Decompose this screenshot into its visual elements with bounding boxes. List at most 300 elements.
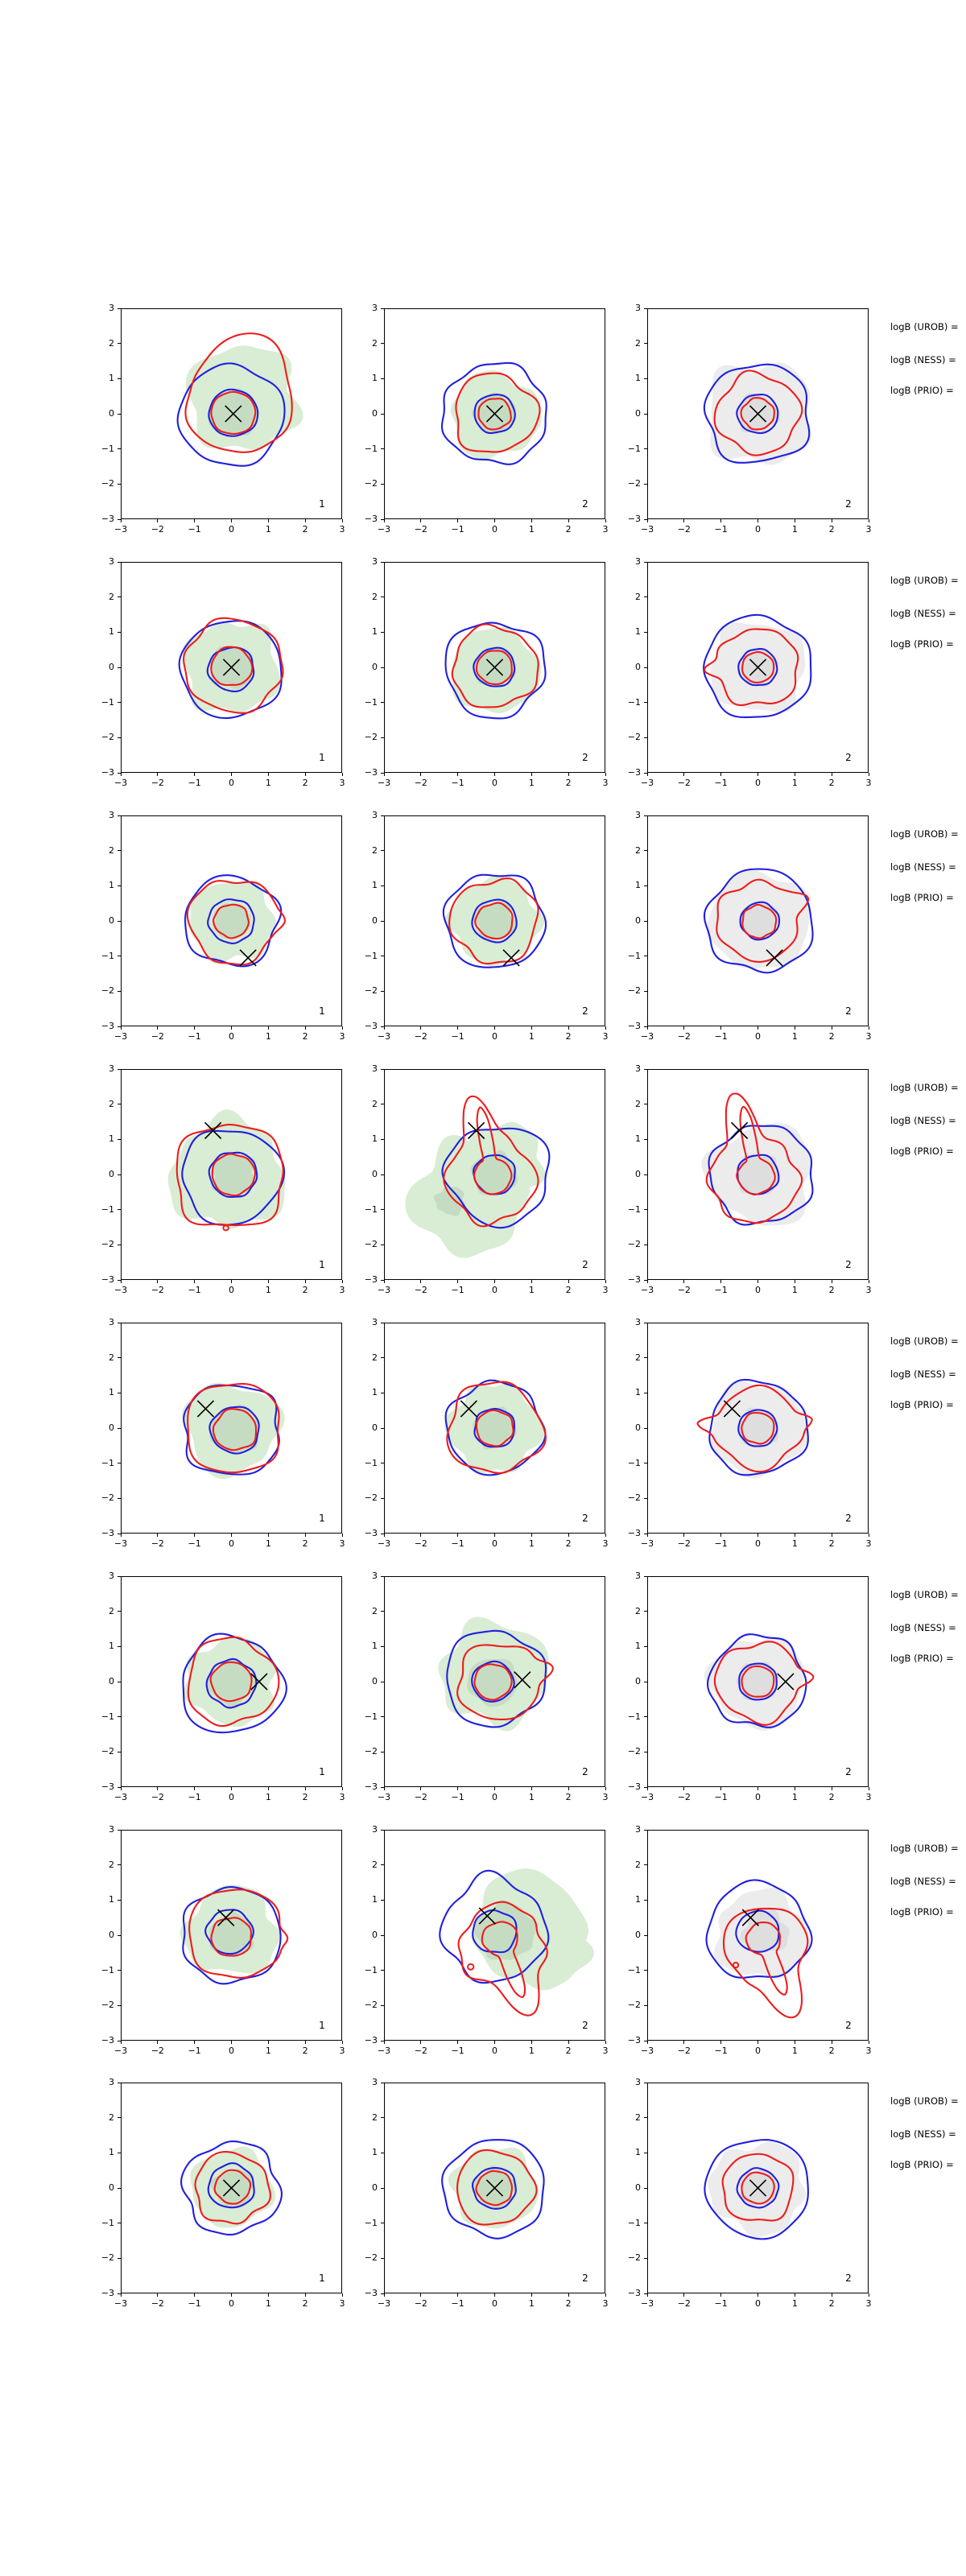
x-tick-label: 1 (528, 1538, 535, 1549)
x-tick-label: −3 (640, 1792, 654, 1802)
x-tick-label: 0 (755, 1031, 761, 1042)
panel-corner-label: 2 (845, 1005, 852, 1017)
x-tick-label: −2 (151, 2046, 164, 2056)
x-tick-label: 3 (865, 1285, 872, 1295)
x-tick-label: 0 (755, 1538, 761, 1549)
x-tick-label: −3 (640, 1031, 654, 1042)
x-tick-label: −2 (151, 1792, 164, 1802)
y-tick-label: −1 (101, 950, 114, 961)
y-tick (118, 1428, 121, 1429)
contour-panel-r1c2 (384, 308, 605, 519)
y-tick-label: −2 (101, 732, 114, 743)
x-tick-label: −3 (640, 524, 654, 535)
contour-panel-r5c2 (384, 1323, 605, 1534)
y-tick-label: 0 (635, 1930, 641, 1940)
y-tick-label: 1 (635, 1133, 641, 1145)
contour-panel-r4c3 (647, 1069, 869, 1280)
y-tick-label: 3 (635, 1571, 641, 1581)
x-tick (384, 2293, 385, 2297)
y-tick-label: 0 (109, 662, 114, 672)
x-tick-label: −2 (414, 2046, 427, 2056)
x-tick-label: 0 (492, 1285, 497, 1295)
side-label-prio: logB (PRIO) = (890, 1906, 954, 1918)
x-tick-label: 2 (828, 2046, 835, 2056)
x-tick (121, 773, 122, 776)
side-label-urob: logB (UROB) = (890, 828, 959, 840)
x-tick (194, 773, 195, 776)
x-tick-label: −1 (188, 2298, 201, 2309)
x-tick (605, 1534, 606, 1537)
x-tick-label: −1 (714, 1285, 728, 1295)
y-tick-label: −2 (627, 1746, 641, 1757)
x-tick (647, 519, 648, 522)
y-tick (381, 308, 384, 309)
x-tick (420, 1026, 421, 1030)
panel-corner-label: 2 (845, 752, 852, 763)
y-tick-label: −2 (364, 1239, 378, 1250)
x-tick-label: −2 (151, 778, 164, 788)
y-tick-label: −3 (627, 1528, 641, 1538)
x-tick (457, 1787, 458, 1790)
y-tick-label: 0 (635, 408, 641, 419)
side-label-prio: logB (PRIO) = (890, 638, 954, 650)
x-tick-label: 0 (492, 1031, 497, 1042)
y-tick-label: 3 (635, 303, 641, 313)
y-tick (381, 484, 384, 485)
contour-red-islet (468, 1964, 473, 1970)
x-tick-label: 1 (265, 2046, 271, 2056)
x-tick (605, 1280, 606, 1283)
y-tick-label: −3 (101, 1274, 114, 1285)
x-tick (305, 1280, 306, 1283)
x-tick-label: −2 (414, 524, 427, 535)
x-tick (568, 1280, 569, 1283)
y-tick (118, 1357, 121, 1358)
x-tick-label: −2 (677, 778, 691, 788)
y-tick-label: 0 (372, 408, 378, 419)
y-tick (644, 1280, 647, 1281)
y-tick-label: −3 (627, 2035, 641, 2046)
y-tick (644, 1935, 647, 1936)
x-tick-label: −2 (151, 524, 164, 535)
y-tick-label: −2 (627, 478, 641, 489)
x-tick (121, 1280, 122, 1283)
x-tick (720, 1534, 721, 1537)
y-tick-label: −2 (101, 2252, 114, 2264)
x-tick-label: −3 (377, 2046, 391, 2056)
x-tick-label: 0 (492, 524, 497, 535)
y-tick-label: 0 (372, 1422, 378, 1433)
y-tick-label: −1 (627, 696, 641, 708)
y-tick (644, 667, 647, 668)
x-tick (194, 1787, 195, 1790)
y-tick-label: −3 (364, 514, 378, 524)
x-tick-label: 0 (229, 1792, 234, 1802)
x-tick-label: −3 (640, 778, 654, 788)
x-tick-label: 1 (265, 2298, 271, 2309)
y-tick-label: 3 (372, 556, 378, 567)
y-tick-label: −2 (101, 1239, 114, 1250)
side-label-ness: logB (NESS) = (890, 354, 956, 365)
x-tick (494, 773, 495, 776)
x-tick-label: 2 (302, 2046, 308, 2056)
x-tick-label: −1 (714, 778, 728, 788)
x-tick-label: −2 (677, 2046, 691, 2056)
x-tick (457, 519, 458, 522)
x-tick-label: −3 (640, 1285, 654, 1295)
y-tick (118, 1864, 121, 1865)
y-tick (644, 448, 647, 449)
x-tick (420, 1787, 421, 1790)
contour-panel-r7c3 (647, 1830, 869, 2041)
y-tick (644, 991, 647, 992)
x-tick-label: −3 (377, 1538, 391, 1549)
y-tick-label: −3 (627, 1021, 641, 1031)
contour-panel-r8c3 (647, 2083, 869, 2293)
x-tick (231, 2293, 232, 2297)
x-tick-label: −3 (114, 1285, 128, 1295)
y-tick (118, 773, 121, 774)
y-tick-label: 3 (372, 810, 378, 820)
x-tick-label: 1 (265, 524, 271, 535)
y-tick-label: −2 (364, 2252, 378, 2264)
x-tick-label: −3 (114, 1792, 128, 1802)
y-tick-label: 3 (635, 1824, 641, 1835)
x-marker (732, 1122, 748, 1138)
x-tick-label: 2 (302, 1285, 308, 1295)
x-tick-label: −1 (188, 1538, 201, 1549)
y-tick (381, 632, 384, 633)
y-tick (644, 1069, 647, 1070)
x-tick (568, 1787, 569, 1790)
x-tick-label: −1 (714, 1031, 728, 1042)
y-tick (644, 1174, 647, 1175)
y-tick-label: 0 (109, 1676, 114, 1686)
x-tick-label: −2 (151, 1031, 164, 1042)
side-label-ness: logB (NESS) = (890, 1368, 956, 1380)
x-tick-label: 3 (865, 1031, 872, 1042)
x-tick-label: 2 (828, 1538, 835, 1549)
x-tick (647, 2293, 648, 2297)
x-tick (457, 1534, 458, 1537)
y-tick (381, 519, 384, 520)
y-tick-label: 1 (635, 1894, 641, 1905)
y-tick-label: 3 (109, 556, 114, 567)
y-tick-label: −1 (627, 1964, 641, 1975)
y-tick-label: −3 (101, 1781, 114, 1792)
y-tick (381, 448, 384, 449)
y-tick-label: 2 (109, 1605, 114, 1616)
x-tick (384, 773, 385, 776)
y-tick (381, 1787, 384, 1788)
y-tick-label: −2 (101, 985, 114, 997)
x-tick-label: 3 (339, 1538, 345, 1549)
x-tick-label: −3 (377, 524, 391, 535)
y-tick-label: −1 (101, 1964, 114, 1975)
y-tick-label: 2 (372, 1352, 378, 1363)
x-tick-label: 2 (565, 1285, 572, 1295)
panel-corner-label: 2 (582, 498, 588, 510)
y-tick-label: −2 (364, 985, 378, 997)
y-tick (118, 1970, 121, 1971)
x-tick (342, 1280, 343, 1283)
y-tick (381, 850, 384, 851)
contour-panel-r4c2 (384, 1069, 605, 1280)
y-tick-label: −1 (364, 1964, 378, 1975)
y-tick-label: −2 (101, 2000, 114, 2011)
panel-corner-label: 1 (319, 498, 325, 510)
x-tick (231, 2041, 232, 2044)
x-tick (231, 1534, 232, 1537)
x-tick-label: 2 (828, 778, 835, 788)
contour-panel-r6c3 (647, 1576, 869, 1787)
x-tick (157, 773, 158, 776)
y-tick-label: −3 (627, 1274, 641, 1285)
y-tick-label: −1 (364, 1203, 378, 1215)
x-tick (342, 1026, 343, 1030)
x-tick (194, 1280, 195, 1283)
side-label-ness: logB (NESS) = (890, 1622, 956, 1633)
x-tick (121, 2041, 122, 2044)
y-tick (644, 484, 647, 485)
y-tick-label: 0 (372, 1930, 378, 1940)
y-tick-label: 1 (372, 2147, 378, 2158)
x-tick-label: 0 (229, 2046, 234, 2056)
x-tick (194, 2293, 195, 2297)
x-tick-label: 1 (528, 1792, 535, 1802)
y-tick (381, 562, 384, 563)
y-tick-label: −3 (627, 1781, 641, 1792)
y-tick-label: 3 (372, 1063, 378, 1074)
x-tick (568, 2293, 569, 2297)
side-label-urob: logB (UROB) = (890, 1082, 959, 1093)
x-tick-label: −1 (714, 2046, 728, 2056)
x-tick-label: 0 (229, 1031, 234, 1042)
panel-corner-label: 1 (319, 1259, 325, 1270)
x-tick (268, 1787, 269, 1790)
x-tick-label: 2 (565, 778, 572, 788)
x-tick-label: −1 (451, 1792, 464, 1802)
x-tick-label: 0 (492, 2046, 497, 2056)
x-tick (420, 2293, 421, 2297)
y-tick-label: 2 (372, 1605, 378, 1616)
x-tick-label: 0 (755, 524, 761, 535)
x-tick-label: 2 (828, 1031, 835, 1042)
x-tick-label: 2 (302, 1031, 308, 1042)
y-tick-label: 2 (109, 591, 114, 602)
y-tick-label: 0 (372, 1676, 378, 1686)
x-tick (420, 1280, 421, 1283)
x-tick (268, 1280, 269, 1283)
x-tick (720, 773, 721, 776)
y-tick-label: 2 (635, 844, 641, 856)
x-tick-label: −3 (377, 778, 391, 788)
y-tick (381, 1026, 384, 1027)
x-tick-label: 1 (791, 1538, 798, 1549)
y-tick-label: 2 (372, 1859, 378, 1870)
contour-panel-r3c1 (121, 815, 342, 1026)
y-tick-label: −3 (101, 1021, 114, 1031)
y-tick-label: 0 (372, 662, 378, 672)
x-tick-label: −3 (114, 524, 128, 535)
panel-corner-label: 2 (845, 498, 852, 510)
y-tick-label: 3 (109, 1317, 114, 1327)
y-tick-label: 0 (635, 915, 641, 926)
panel-corner-label: 2 (582, 2020, 588, 2031)
side-label-urob: logB (UROB) = (890, 575, 959, 586)
x-tick-label: 1 (791, 1031, 798, 1042)
x-tick (194, 2041, 195, 2044)
x-tick (568, 519, 569, 522)
y-tick-label: −2 (364, 732, 378, 743)
x-tick (305, 2041, 306, 2044)
y-tick (118, 1830, 121, 1831)
x-tick (568, 2041, 569, 2044)
y-tick-label: −3 (364, 1528, 378, 1538)
panel-corner-label: 2 (582, 1766, 588, 1777)
y-tick (381, 702, 384, 703)
x-tick (531, 1280, 532, 1283)
y-tick (644, 1576, 647, 1577)
y-tick (381, 343, 384, 344)
x-tick (157, 2041, 158, 2044)
x-tick-label: 3 (339, 1031, 345, 1042)
y-tick-label: 1 (635, 1387, 641, 1398)
y-tick (381, 921, 384, 922)
panel-corner-label: 1 (319, 2273, 325, 2284)
y-tick-label: −2 (364, 1492, 378, 1504)
y-tick (118, 850, 121, 851)
y-tick (381, 1716, 384, 1717)
y-tick (644, 519, 647, 520)
y-tick (644, 1970, 647, 1971)
y-tick-label: −1 (627, 950, 641, 961)
y-tick (381, 2005, 384, 2006)
x-tick-label: −2 (414, 778, 427, 788)
y-tick-label: 1 (109, 2147, 114, 2158)
y-tick-label: −1 (364, 2217, 378, 2228)
y-tick-label: −1 (364, 950, 378, 961)
y-tick (118, 414, 121, 415)
x-tick (683, 1026, 684, 1030)
y-tick (118, 1716, 121, 1717)
y-tick-label: −1 (627, 443, 641, 454)
x-tick (342, 1534, 343, 1537)
y-tick-label: 1 (109, 626, 114, 638)
x-tick-label: 2 (565, 2298, 572, 2309)
y-tick (118, 921, 121, 922)
y-tick-label: −1 (101, 1203, 114, 1215)
y-tick-label: −2 (364, 1746, 378, 1757)
y-tick-label: −1 (364, 443, 378, 454)
x-tick (384, 1787, 385, 1790)
y-tick (644, 1026, 647, 1027)
y-tick-label: 3 (372, 1824, 378, 1835)
side-label-urob: logB (UROB) = (890, 321, 959, 332)
y-tick-label: −2 (101, 1746, 114, 1757)
x-tick-label: −1 (714, 1538, 728, 1549)
contour-panel-r5c1 (121, 1323, 342, 1534)
x-tick-label: 1 (791, 2046, 798, 2056)
y-tick-label: 2 (372, 1098, 378, 1109)
y-tick-label: 3 (635, 556, 641, 567)
y-tick-label: −3 (101, 514, 114, 524)
y-tick (118, 1576, 121, 1577)
x-tick (683, 1280, 684, 1283)
y-tick-label: 1 (635, 626, 641, 638)
x-tick-label: 2 (302, 524, 308, 535)
x-tick-label: 3 (865, 2046, 872, 2056)
y-tick-label: 0 (372, 2182, 378, 2193)
x-tick (457, 1280, 458, 1283)
y-tick-label: 3 (109, 303, 114, 313)
x-tick-label: 3 (602, 1792, 609, 1802)
y-tick-label: 2 (635, 1859, 641, 1870)
x-tick (268, 2041, 269, 2044)
x-tick (494, 1280, 495, 1283)
x-tick (420, 773, 421, 776)
x-tick-label: 3 (339, 2046, 345, 2056)
y-tick-label: 2 (109, 1859, 114, 1870)
y-tick (381, 1611, 384, 1612)
y-tick-label: 1 (372, 1133, 378, 1145)
y-tick (644, 815, 647, 816)
y-tick (118, 2005, 121, 2006)
panel-corner-label: 2 (582, 1005, 588, 1017)
x-tick (683, 773, 684, 776)
x-tick-label: 3 (339, 524, 345, 535)
y-tick (644, 737, 647, 738)
x-tick-label: 3 (602, 2046, 609, 2056)
y-tick-label: 0 (109, 408, 114, 419)
x-tick-label: −2 (677, 1792, 691, 1802)
x-tick-label: −2 (414, 1792, 427, 1802)
y-tick (644, 414, 647, 415)
x-tick (720, 1026, 721, 1030)
y-tick (118, 1498, 121, 1499)
x-tick-label: 2 (565, 1792, 572, 1802)
x-tick-label: 2 (565, 1031, 572, 1042)
x-tick (305, 519, 306, 522)
y-tick (644, 850, 647, 851)
y-tick (118, 1611, 121, 1612)
y-tick-label: 0 (635, 1422, 641, 1433)
panel-corner-label: 2 (845, 2020, 852, 2031)
panel-corner-label: 1 (319, 1005, 325, 1017)
y-tick-label: 2 (635, 337, 641, 349)
y-tick-label: 3 (635, 810, 641, 820)
y-tick-label: −3 (627, 767, 641, 778)
y-tick (118, 343, 121, 344)
x-tick-label: 0 (229, 778, 234, 788)
x-tick-label: −2 (677, 1285, 691, 1295)
x-tick-label: 2 (828, 2298, 835, 2309)
y-tick (644, 1611, 647, 1612)
x-tick (683, 2293, 684, 2297)
y-tick (118, 1900, 121, 1901)
y-tick-label: −1 (627, 1203, 641, 1215)
panel-corner-label: 1 (319, 752, 325, 763)
x-tick-label: 2 (828, 1792, 835, 1802)
y-tick-label: 1 (635, 1641, 641, 1652)
y-tick (381, 667, 384, 668)
y-tick-label: −2 (627, 732, 641, 743)
contour-panel-r6c1 (121, 1576, 342, 1787)
y-tick (644, 2293, 647, 2294)
side-label-prio: logB (PRIO) = (890, 892, 954, 903)
y-tick (118, 1174, 121, 1175)
y-tick-label: 0 (109, 1169, 114, 1179)
